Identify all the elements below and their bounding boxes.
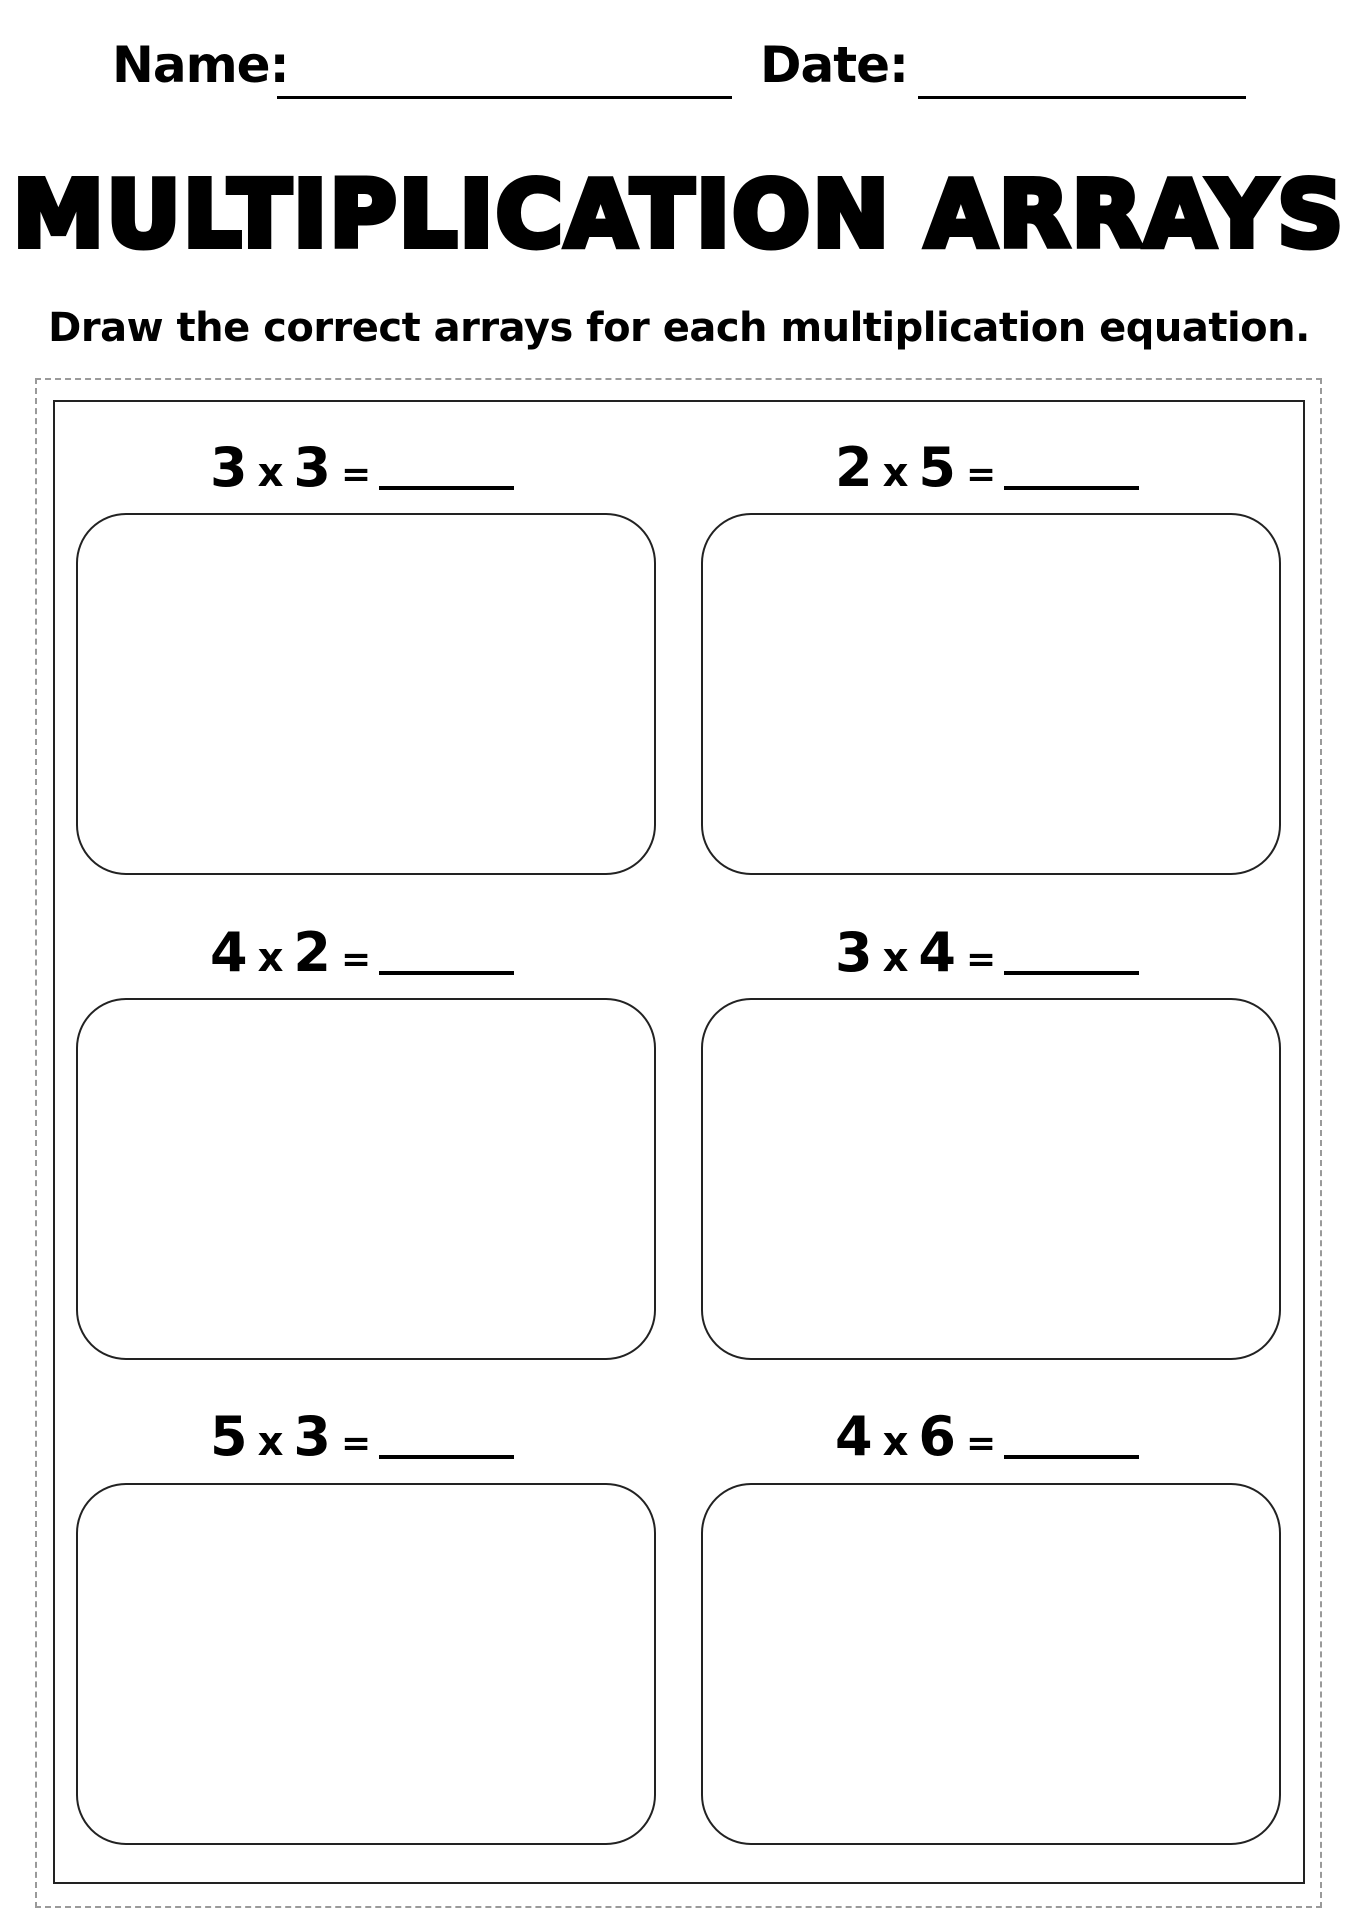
equation-3-equals-sign: = — [340, 939, 372, 980]
equation-6-answer-blank[interactable] — [1004, 1455, 1139, 1459]
equation-4-equals-sign: = — [965, 939, 997, 980]
page-title: MULTIPLICATION ARRAYS — [12, 161, 1346, 268]
equation-2-times-sign: x — [882, 450, 909, 496]
equation-3-times-sign: x — [257, 935, 284, 981]
array-drawing-box-3[interactable] — [76, 998, 656, 1360]
equation-2-answer-blank[interactable] — [1004, 486, 1139, 490]
equation-1-times-sign: x — [257, 450, 284, 496]
array-drawing-box-5[interactable] — [76, 1483, 656, 1845]
equation-5-factor-a: 5 — [210, 1405, 248, 1468]
equation-6-times-sign: x — [882, 1419, 909, 1465]
instruction-text: Draw the correct arrays for each multiplication equation. — [48, 305, 1310, 351]
equation-5-answer-blank[interactable] — [379, 1455, 514, 1459]
date-label: Date: — [760, 36, 909, 94]
equation-4-factor-a: 3 — [835, 921, 873, 984]
equation-4-answer-blank[interactable] — [1004, 971, 1139, 975]
equation-3-factor-b: 2 — [293, 921, 331, 984]
name-blank-line[interactable] — [277, 96, 732, 99]
array-drawing-box-4[interactable] — [701, 998, 1281, 1360]
equation-6 — [835, 1402, 1139, 1479]
equation-3-answer-blank[interactable] — [379, 971, 514, 975]
equation-2-factor-a: 2 — [835, 436, 873, 499]
equation-4 — [835, 918, 1139, 995]
equation-1 — [210, 433, 514, 510]
equation-3 — [210, 918, 514, 995]
equation-5 — [210, 1402, 514, 1479]
equation-6-factor-a: 4 — [835, 1405, 873, 1468]
equation-4-factor-b: 4 — [918, 921, 956, 984]
array-drawing-box-1[interactable] — [76, 513, 656, 875]
array-drawing-box-6[interactable] — [701, 1483, 1281, 1845]
equation-1-factor-b: 3 — [293, 436, 331, 499]
equation-1-factor-a: 3 — [210, 436, 248, 499]
name-label: Name: — [112, 36, 289, 94]
array-drawing-box-2[interactable] — [701, 513, 1281, 875]
equation-3-factor-a: 4 — [210, 921, 248, 984]
equation-1-equals-sign: = — [340, 454, 372, 495]
equation-6-equals-sign: = — [965, 1423, 997, 1464]
equation-1-answer-blank[interactable] — [379, 486, 514, 490]
equation-5-equals-sign: = — [340, 1423, 372, 1464]
equation-2 — [835, 433, 1139, 510]
date-blank-line[interactable] — [918, 96, 1246, 99]
equation-6-factor-b: 6 — [918, 1405, 956, 1468]
equation-2-equals-sign: = — [965, 454, 997, 495]
header-row — [0, 30, 1358, 110]
equation-2-factor-b: 5 — [918, 436, 956, 499]
equation-5-times-sign: x — [257, 1419, 284, 1465]
equation-5-factor-b: 3 — [293, 1405, 331, 1468]
equation-4-times-sign: x — [882, 935, 909, 981]
